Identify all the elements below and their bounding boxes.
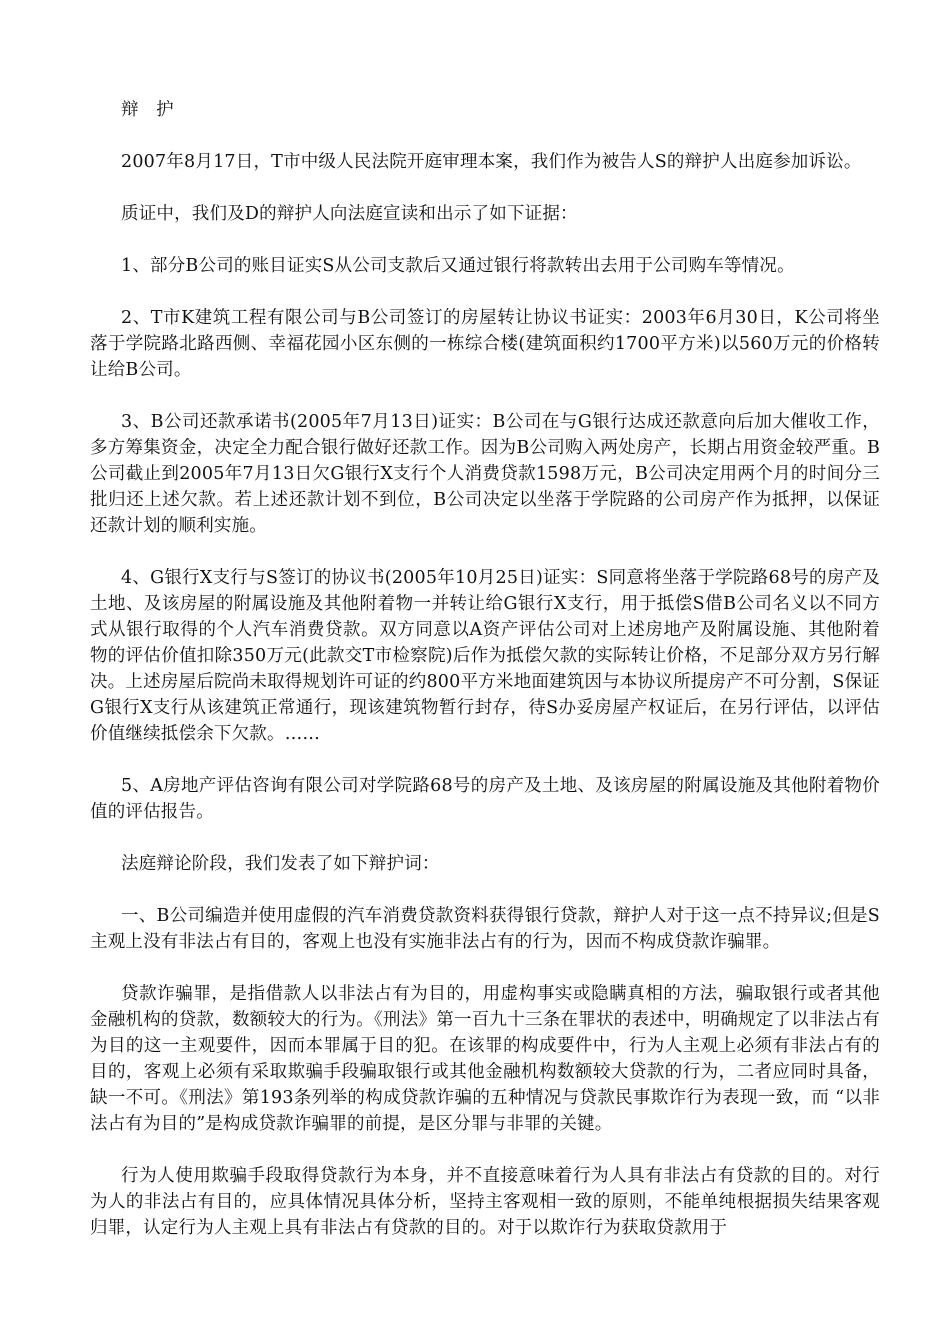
paragraph-evidence-5: 5、A房地产评估咨询有限公司对学院路68号的房产及土地、及该房屋的附属设施及其他附着物价值的评估报告。 bbox=[90, 776, 880, 822]
paragraph-evidence-3: 3、B公司还款承诺书(2005年7月13日)证实：B公司在与G银行达成还款意向后加大催收工作，多方筹集资金，决定全力配合银行做好还款工作。因为B公司购入两处房产，长期占用资金较严重。B公司截止到2005年7月13日欠G银行X支行个人消费贷款1598万元，B公司决定用两个月的时间分三批归还上述欠款。若上述还款计划不到位，B公司决定以坐落于学院路的公司房产作为抵押，以保证还款计划的顺利实施。 bbox=[90, 412, 880, 536]
paragraph-evidence-4: 4、G银行X支行与S签订的协议书(2005年10月25日)证实：S同意将坐落于学院路68号的房产及土地、及该房屋的附属设施及其他附着物一并转让给G银行X支行，用于抵偿S借B公司名义以不同方式从银行取得的个人汽车消费贷款。双方同意以A资产评估公司对上述房地产及附属设施、其他附着物的评估价值扣除350万元(此款交T市检察院)后作为抵偿欠款的实际转让价格，不足部分双方另行解决。上述房屋后院尚未取得规划许可证的约800平方米地面建筑因与本协议所提房产不可分割，S保证G银行X支行从该建筑正常通行，现该建筑物暂行封存，待S办妥房屋产权证后，在另行评估，以评估价值继续抵偿余下欠款。…… bbox=[90, 568, 880, 744]
paragraph-evidence-intro: 质证中，我们及D的辩护人向法庭宣读和出示了如下证据： bbox=[121, 204, 578, 224]
paragraph-trial-date: 2007年8月17日，T市中级人民法院开庭审理本案，我们作为被告人S的辩护人出庭参加诉讼。 bbox=[121, 152, 862, 172]
paragraph-debate-intro: 法庭辩论阶段，我们发表了如下辩护词： bbox=[121, 854, 440, 874]
paragraph-illegal-possession-analysis: 行为人使用欺骗手段取得贷款行为本身，并不直接意味着行为人具有非法占有贷款的目的。对行为人的非法占有目的，应具体情况具体分析，坚持主客观相一致的原则，不能单纯根据损失结果客观归罪，认定行为人主观上具有非法占有贷款的目的。对于以欺诈行为获取贷款用于 bbox=[90, 1166, 880, 1238]
document-body bbox=[90, 97, 880, 1267]
paragraph-defense-point-1: 一、B公司编造并使用虚假的汽车消费贷款资料获得银行贷款，辩护人对于这一点不持异议;但是S主观上没有非法占有目的，客观上也没有实施非法占有的行为，因而不构成贷款诈骗罪。 bbox=[90, 906, 880, 952]
paragraph-evidence-2: 2、T市K建筑工程有限公司与B公司签订的房屋转让协议书证实：2003年6月30日，K公司将坐落于学院路北路西侧、幸福花园小区东侧的一栋综合楼(建筑面积约1700平方米)以560万元的价格转让给B公司。 bbox=[90, 308, 880, 380]
paragraph-evidence-1: 1、部分B公司的账目证实S从公司支款后又通过银行将款转出去用于公司购车等情况。 bbox=[121, 256, 795, 276]
section-title: 辩 护 bbox=[121, 100, 180, 120]
paragraph-loan-fraud-definition: 贷款诈骗罪，是指借款人以非法占有为目的，用虚构事实或隐瞒真相的方法，骗取银行或者其他金融机构的贷款，数额较大的行为。《刑法》第一百九十三条在罪状的表述中，明确规定了以非法占有为目的这一主观要件，因而本罪属于目的犯。在该罪的构成要件中，行为人主观上必须有非法占有的目的，客观上必须有采取欺骗手段骗取银行或其他金融机构数额较大贷款的行为，二者应同时具备，缺一不可。《刑法》第193条列举的构成贷款诈骗的五种情况与贷款民事欺诈行为表现一致，而 “以非法占有为目的”是构成贷款诈骗罪的前提，是区分罪与非罪的关键。 bbox=[90, 984, 880, 1134]
